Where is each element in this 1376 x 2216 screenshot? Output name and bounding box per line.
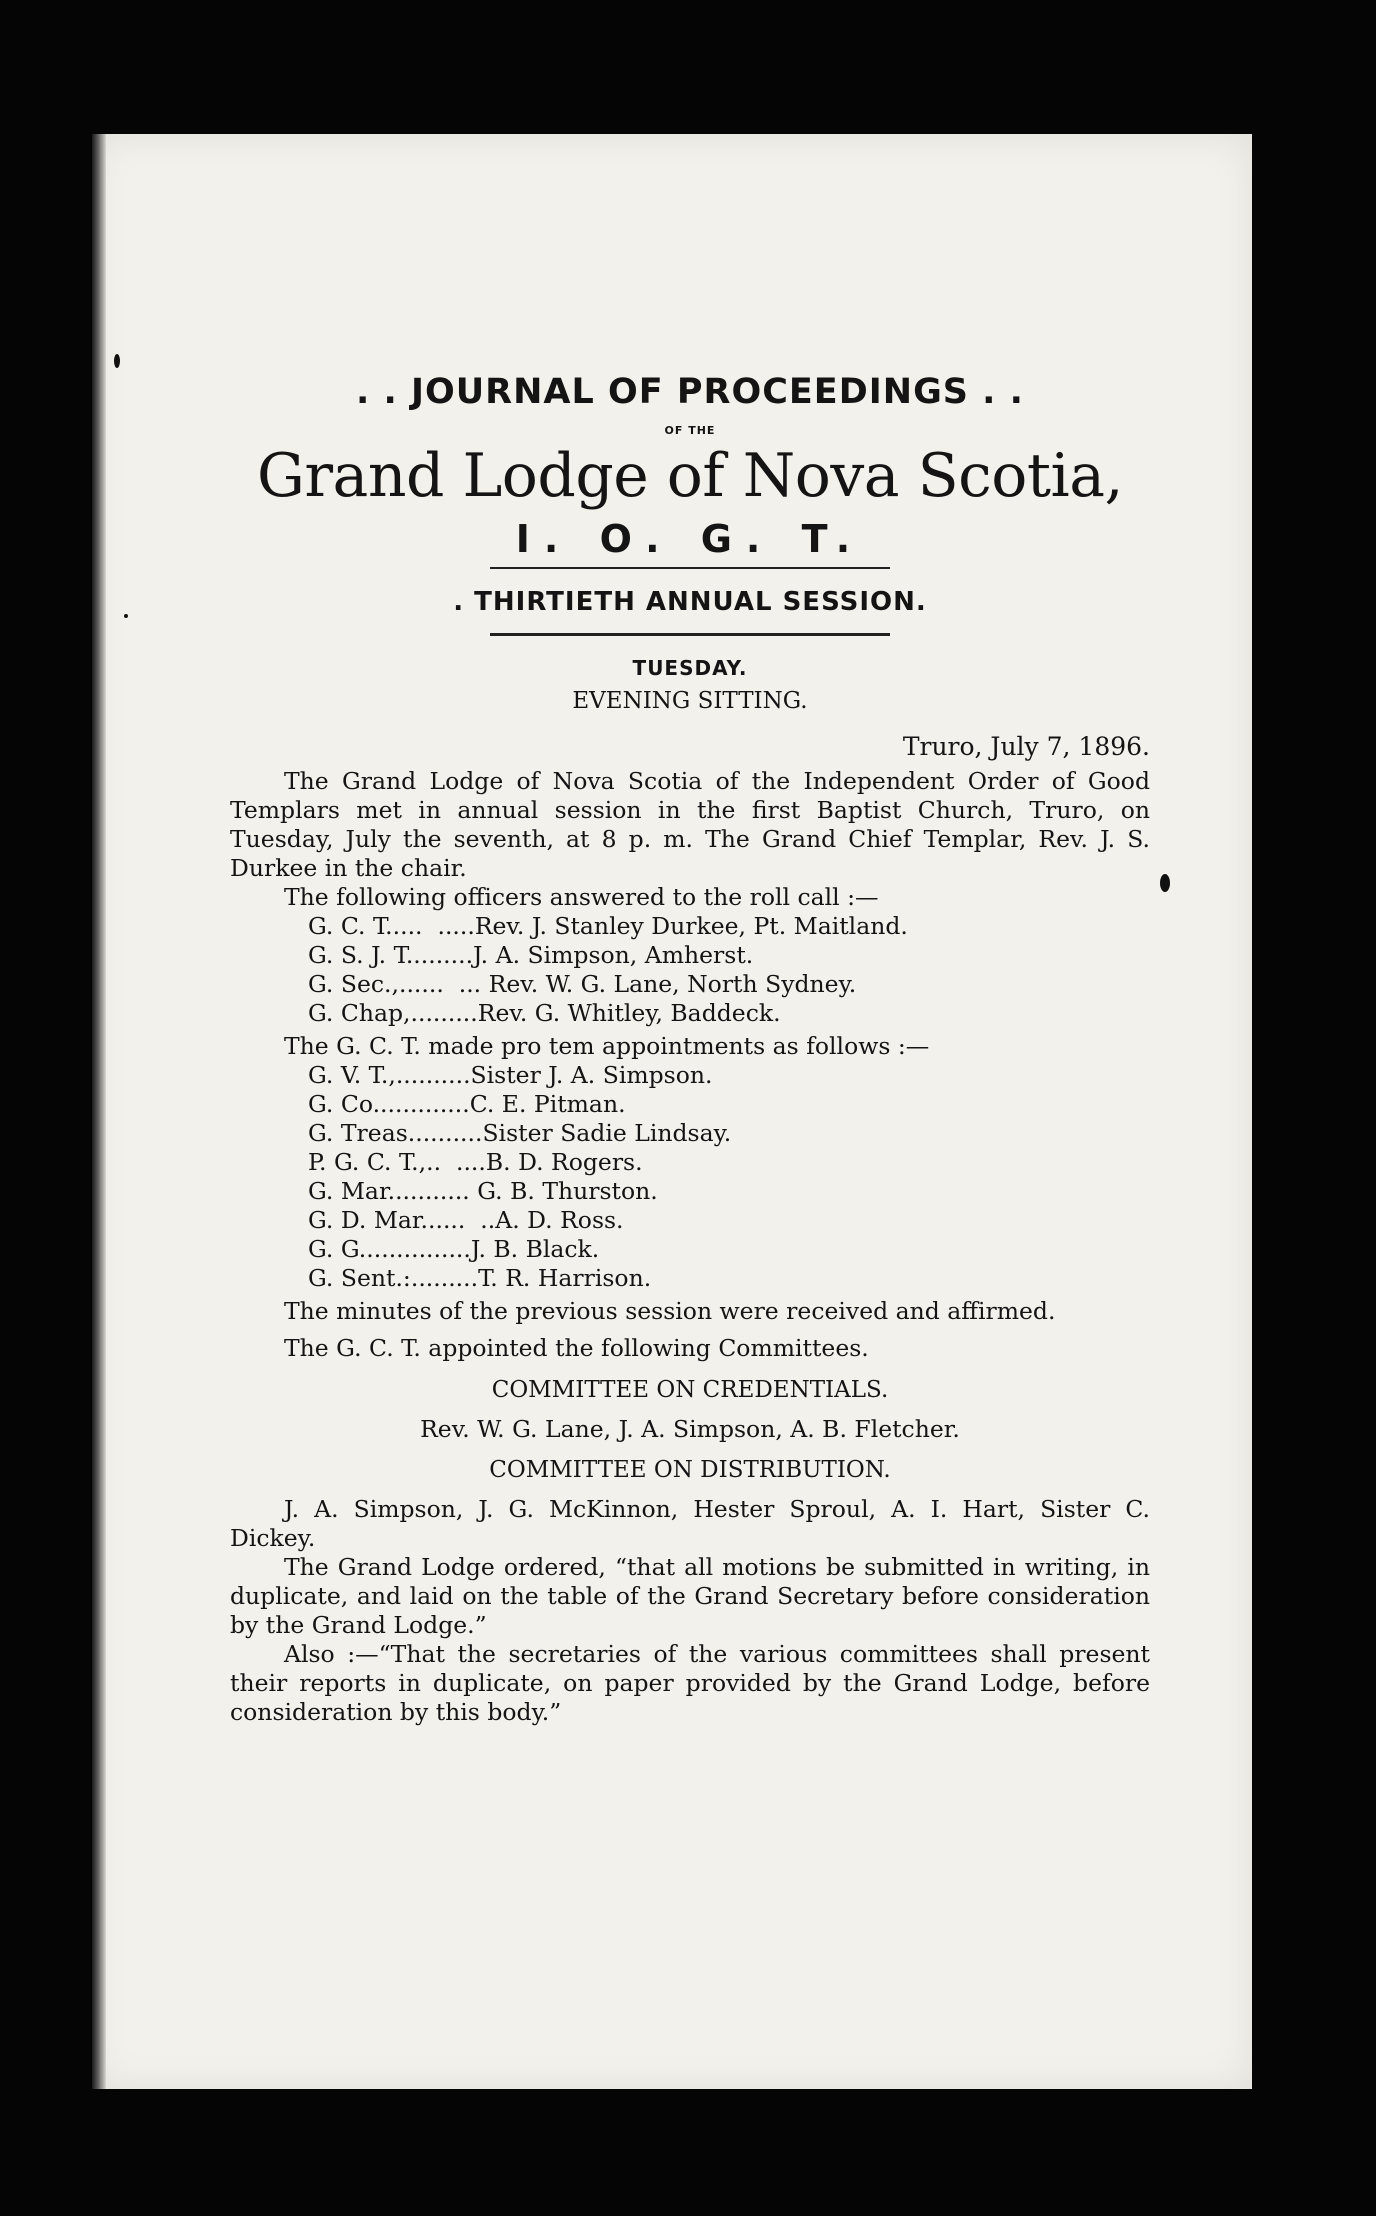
roll-call-intro: The following officers answered to the roll call :— <box>284 883 879 911</box>
list-item: G. Treas..........Sister Sadie Lindsay. <box>308 1119 732 1147</box>
pro-tem-list <box>230 1061 1150 1293</box>
committee-heading-distribution: COMMITTEE ON DISTRIBUTION. <box>489 1457 891 1483</box>
list-item: G. D. Mar...... ..A. D. Ross. <box>308 1206 624 1234</box>
ink-speck <box>114 354 120 368</box>
list-item: G. Mar........... G. B. Thurston. <box>308 1177 658 1205</box>
list-item: G. G...............J. B. Black. <box>308 1235 600 1263</box>
date-line: Truro, July 7, 1896. <box>902 732 1150 761</box>
order-abbreviation: I. O. G. T. <box>515 517 865 561</box>
journal-heading: . . JOURNAL OF PROCEEDINGS . . <box>356 372 1024 412</box>
committee-members-distribution: J. A. Simpson, J. G. McKinnon, Hester Sproul, A. I. Hart, Sister C. Dickey. <box>230 1495 1150 1552</box>
list-item: G. Chap,.........Rev. G. Whitley, Baddeck. <box>308 999 781 1027</box>
divider-rule-thick <box>490 633 890 636</box>
session-heading: . THIRTIETH ANNUAL SESSION. <box>453 587 927 617</box>
list-item: P. G. C. T.,.. ....B. D. Rogers. <box>308 1148 643 1176</box>
of-the-label: OF THE <box>664 424 716 437</box>
opening-paragraph: The Grand Lodge of Nova Scotia of the Independent Order of Good Templars met in annual session in the first Baptist Church, Truro, on Tuesday, July the seventh, at 8 p. m. The Grand Chief Templar, Rev. J. S. Durkee in the chair. <box>230 767 1150 882</box>
divider-rule <box>490 567 890 569</box>
also-paragraph: Also :—“That the secretaries of the various committees shall present their reports in duplicate, on paper provided by the Grand Lodge, before consideration by this body.” <box>230 1640 1150 1726</box>
page-title: Grand Lodge of Nova Scotia, <box>256 441 1124 511</box>
list-item: G. Co.............C. E. Pitman. <box>308 1090 626 1118</box>
roll-call-list <box>230 912 1150 1028</box>
document-page <box>92 134 1252 2089</box>
committee-members-credentials: Rev. W. G. Lane, J. A. Simpson, A. B. Fletcher. <box>420 1415 960 1443</box>
committee-heading-credentials: COMMITTEE ON CREDENTIALS. <box>491 1377 889 1403</box>
list-item: G. Sec.,...... ... Rev. W. G. Lane, North Sydney. <box>308 970 857 998</box>
page-content <box>230 372 1150 1727</box>
list-item: G. C. T..... .....Rev. J. Stanley Durkee, Pt. Maitland. <box>308 912 908 940</box>
day-heading: TUESDAY. <box>632 656 748 680</box>
list-item: G. Sent.:.........T. R. Harrison. <box>308 1264 652 1292</box>
ordered-paragraph: The Grand Lodge ordered, “that all motions be submitted in writing, in duplicate, and laid on the table of the Grand Secretary before consideration by the Grand Lodge.” <box>230 1553 1150 1639</box>
ink-speck <box>1160 874 1170 892</box>
committees-intro: The G. C. T. appointed the following Committees. <box>284 1334 869 1362</box>
minutes-paragraph: The minutes of the previous session were received and affirmed. <box>284 1297 1056 1325</box>
pro-tem-intro: The G. C. T. made pro tem appointments as follows :— <box>284 1032 930 1060</box>
ink-speck <box>124 614 128 618</box>
list-item: G. V. T.,..........Sister J. A. Simpson. <box>308 1061 713 1089</box>
list-item: G. S. J. T.........J. A. Simpson, Amherst. <box>308 941 754 969</box>
sitting-heading: EVENING SITTING. <box>572 688 808 714</box>
